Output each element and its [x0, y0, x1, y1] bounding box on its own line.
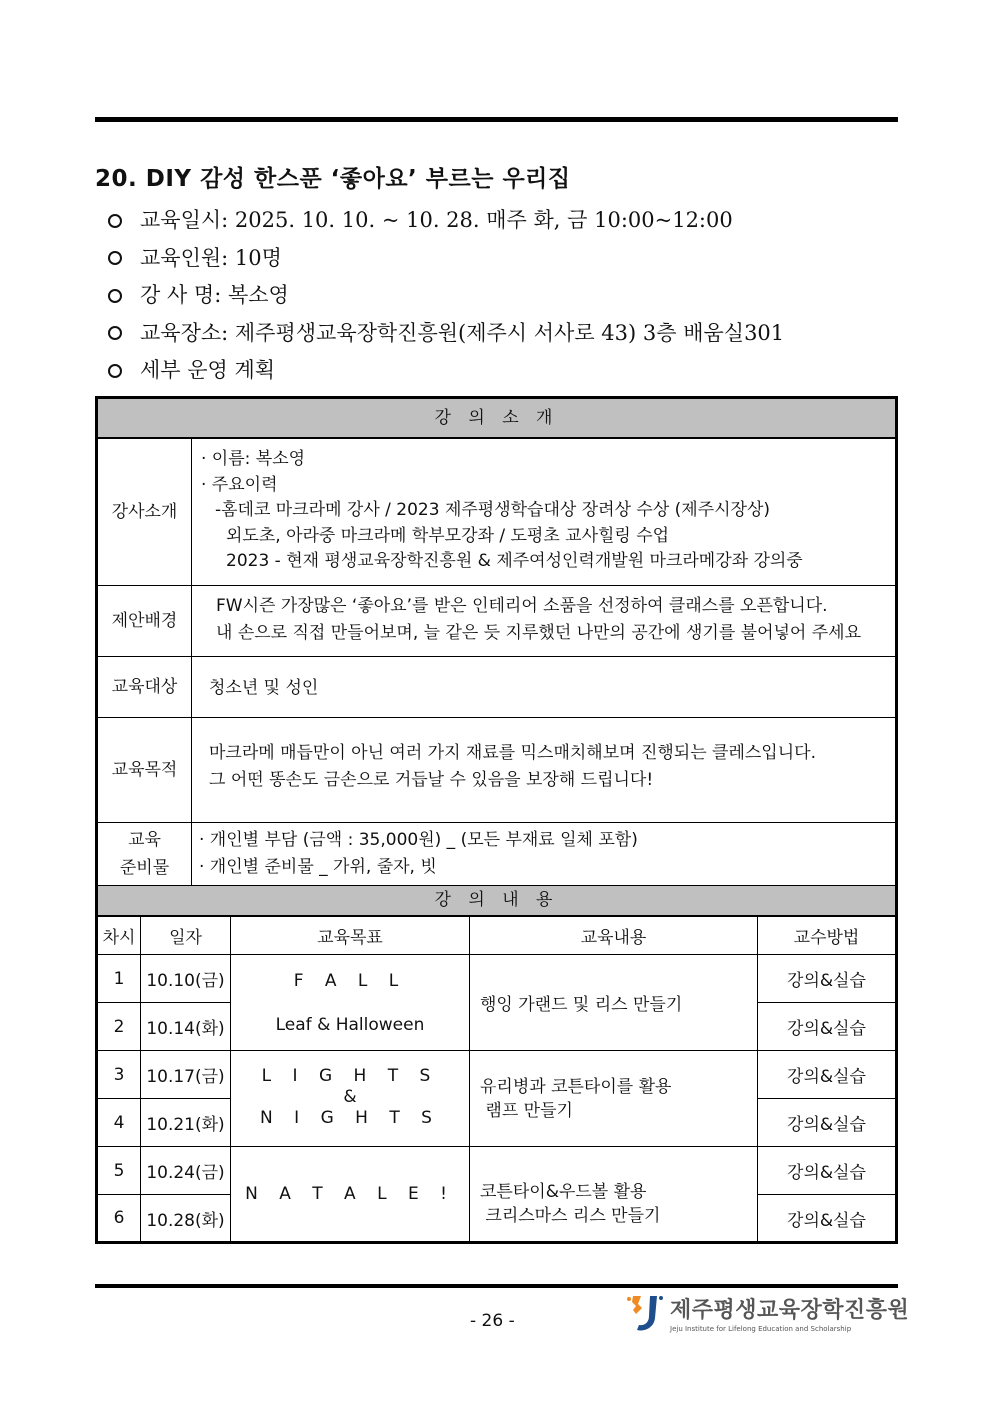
session-number: 1 — [113, 968, 125, 989]
session-method: 강의&실습 — [787, 971, 866, 991]
org-logo-text — [670, 1293, 909, 1333]
intro-section-header — [98, 399, 895, 437]
target-text: 청소년 및 성인 — [209, 678, 319, 698]
info-item-date — [108, 202, 784, 240]
goal-line: L I G H T S — [261, 1066, 439, 1086]
goal-line: 마크라메 매듭만이 아닌 여러 가지 재료를 믹스매치해보며 진행되는 클레스입니다. — [209, 743, 816, 763]
session-number: 2 — [113, 1016, 125, 1037]
materials-label-line: 준비물 — [119, 858, 170, 878]
circle-bullet-icon — [108, 214, 122, 228]
info-text: 세부 운영 계획 — [140, 358, 276, 382]
circle-bullet-icon — [108, 326, 122, 340]
divider — [98, 822, 895, 823]
goal-line: 그 어떤 똥손도 금손으로 거듭날 수 있음을 보장해 드립니다! — [209, 770, 654, 790]
divider — [98, 437, 895, 439]
instructor-line: · 이름: 복소영 — [201, 449, 306, 469]
session-number: 6 — [113, 1208, 125, 1228]
info-item-capacity — [108, 240, 784, 278]
content-line: 코튼타이&우드볼 활용 — [480, 1182, 647, 1202]
goal-line: Leaf & Halloween — [275, 1014, 425, 1035]
info-text: 교육장소: 제주평생교육장학진흥원(제주시 서사로 43) 3층 배움실301 — [140, 320, 785, 345]
background-line: 내 손으로 직접 만들어보며, 늘 같은 듯 지루했던 나만의 공간에 생기를 불어넣어 주세요 — [216, 623, 862, 643]
content-line: 행잉 가랜드 및 리스 만들기 — [480, 995, 683, 1015]
group-goal — [231, 1147, 469, 1241]
divider — [191, 439, 192, 885]
section-heading: 20. DIY 감성 한스푼 ‘좋아요’ 부르는 우리집 — [95, 166, 571, 192]
instructor-line: 외도초, 아라중 마크라메 학부모강좌 / 도평초 교사힐링 수업 — [226, 525, 670, 546]
goal-line: F A L L — [293, 970, 407, 991]
info-text: 강 사 명: 복소영 — [140, 283, 289, 307]
session-number: 4 — [113, 1112, 125, 1133]
group-goal — [231, 1057, 469, 1137]
session-date: 10.17(금) — [146, 1067, 225, 1087]
session-method: 강의&실습 — [787, 1210, 866, 1231]
content-section-title: 강 의 내 용 — [434, 890, 559, 910]
materials-line: · 개인별 부담 (금액 : 35,000원) _ (모든 부재료 일체 포함) — [199, 830, 638, 850]
info-text: 교육인원: 10명 — [140, 245, 282, 270]
divider — [469, 917, 470, 1241]
group-content — [480, 955, 757, 1050]
org-logo — [624, 1292, 909, 1334]
content-line: 크리스마스 리스 만들기 — [480, 1206, 661, 1226]
instructor-label: 강사소개 — [111, 502, 178, 522]
session-method: 강의&실습 — [787, 1115, 866, 1135]
circle-bullet-icon — [108, 289, 122, 303]
session-method: 강의&실습 — [787, 1019, 866, 1039]
col-header-method: 교수방법 — [793, 928, 860, 948]
divider — [98, 585, 895, 586]
content-line: 유리병과 코튼타이를 활용 — [480, 1076, 672, 1097]
session-date: 10.14(화) — [146, 1019, 225, 1039]
org-name-ko: 제주평생교육장학진흥원 — [670, 1298, 910, 1323]
background-line: FW시즌 가장많은 ‘좋아요’를 받은 인테리어 소품을 선정하여 클래스를 오픈합니다. — [216, 596, 828, 616]
group-content — [480, 1051, 757, 1146]
instructor-line: 2023 - 현재 평생교육장학진흥원 & 제주여성인력개발원 마크라메강좌 강의중 — [226, 551, 803, 571]
info-item-instructor — [108, 277, 784, 315]
bottom-rule — [95, 1284, 898, 1288]
instructor-line: · 주요이력 — [201, 474, 278, 495]
group-goal — [231, 955, 469, 1050]
org-name-en: Jeju Institute for Lifelong Education and Scholarship — [670, 1325, 852, 1333]
background-text — [216, 593, 895, 647]
materials-label — [98, 823, 191, 885]
session-method: 강의&실습 — [787, 1067, 866, 1087]
col-header-session: 차시 — [102, 928, 136, 948]
divider — [98, 717, 895, 718]
session-date: 10.24(금) — [146, 1163, 225, 1183]
instructor-details — [201, 447, 895, 575]
info-text: 교육일시: 2025. 10. 10. ~ 10. 28. 매주 화, 금 10:00~12:00 — [140, 208, 733, 232]
session-method: 강의&실습 — [787, 1163, 866, 1183]
materials-label-line: 교육 — [128, 830, 161, 850]
materials-text — [199, 827, 895, 881]
target-label: 교육대상 — [111, 677, 178, 697]
info-item-plan — [108, 352, 784, 390]
group-content — [480, 1157, 757, 1251]
top-rule — [95, 117, 898, 122]
goal-line: N I G H T S — [260, 1108, 440, 1128]
goal-line: N A T A L E ! — [245, 1184, 455, 1204]
goal-line: & — [343, 1087, 357, 1107]
session-number: 5 — [113, 1160, 125, 1181]
info-list — [108, 202, 784, 390]
background-label: 제안배경 — [111, 611, 178, 631]
circle-bullet-icon — [108, 364, 122, 378]
intro-section-title: 강 의 소 개 — [434, 408, 559, 428]
session-date: 10.28(화) — [146, 1210, 225, 1231]
course-table — [95, 396, 898, 1244]
session-date: 10.21(화) — [146, 1115, 225, 1135]
col-header-content: 교육내용 — [580, 928, 647, 948]
divider — [98, 656, 895, 657]
instructor-line: -홈데코 마크라메 강사 / 2023 제주평생학습대상 장려상 수상 (제주시장상) — [215, 500, 771, 520]
content-section-header — [98, 886, 895, 915]
session-number: 3 — [113, 1064, 125, 1085]
goal-text — [209, 740, 895, 794]
materials-line: · 개인별 준비물 _ 가위, 줄자, 빗 — [199, 857, 437, 877]
page-number: - 26 - — [470, 1311, 515, 1331]
circle-bullet-icon — [108, 251, 122, 265]
session-date: 10.10(금) — [146, 971, 225, 991]
goal-label: 교육목적 — [111, 760, 178, 780]
col-header-goal: 교육목표 — [317, 928, 383, 948]
org-logo-icon — [624, 1292, 664, 1334]
info-item-location — [108, 315, 784, 353]
content-line: 램프 만들기 — [480, 1100, 573, 1121]
col-header-date: 일자 — [169, 928, 202, 948]
